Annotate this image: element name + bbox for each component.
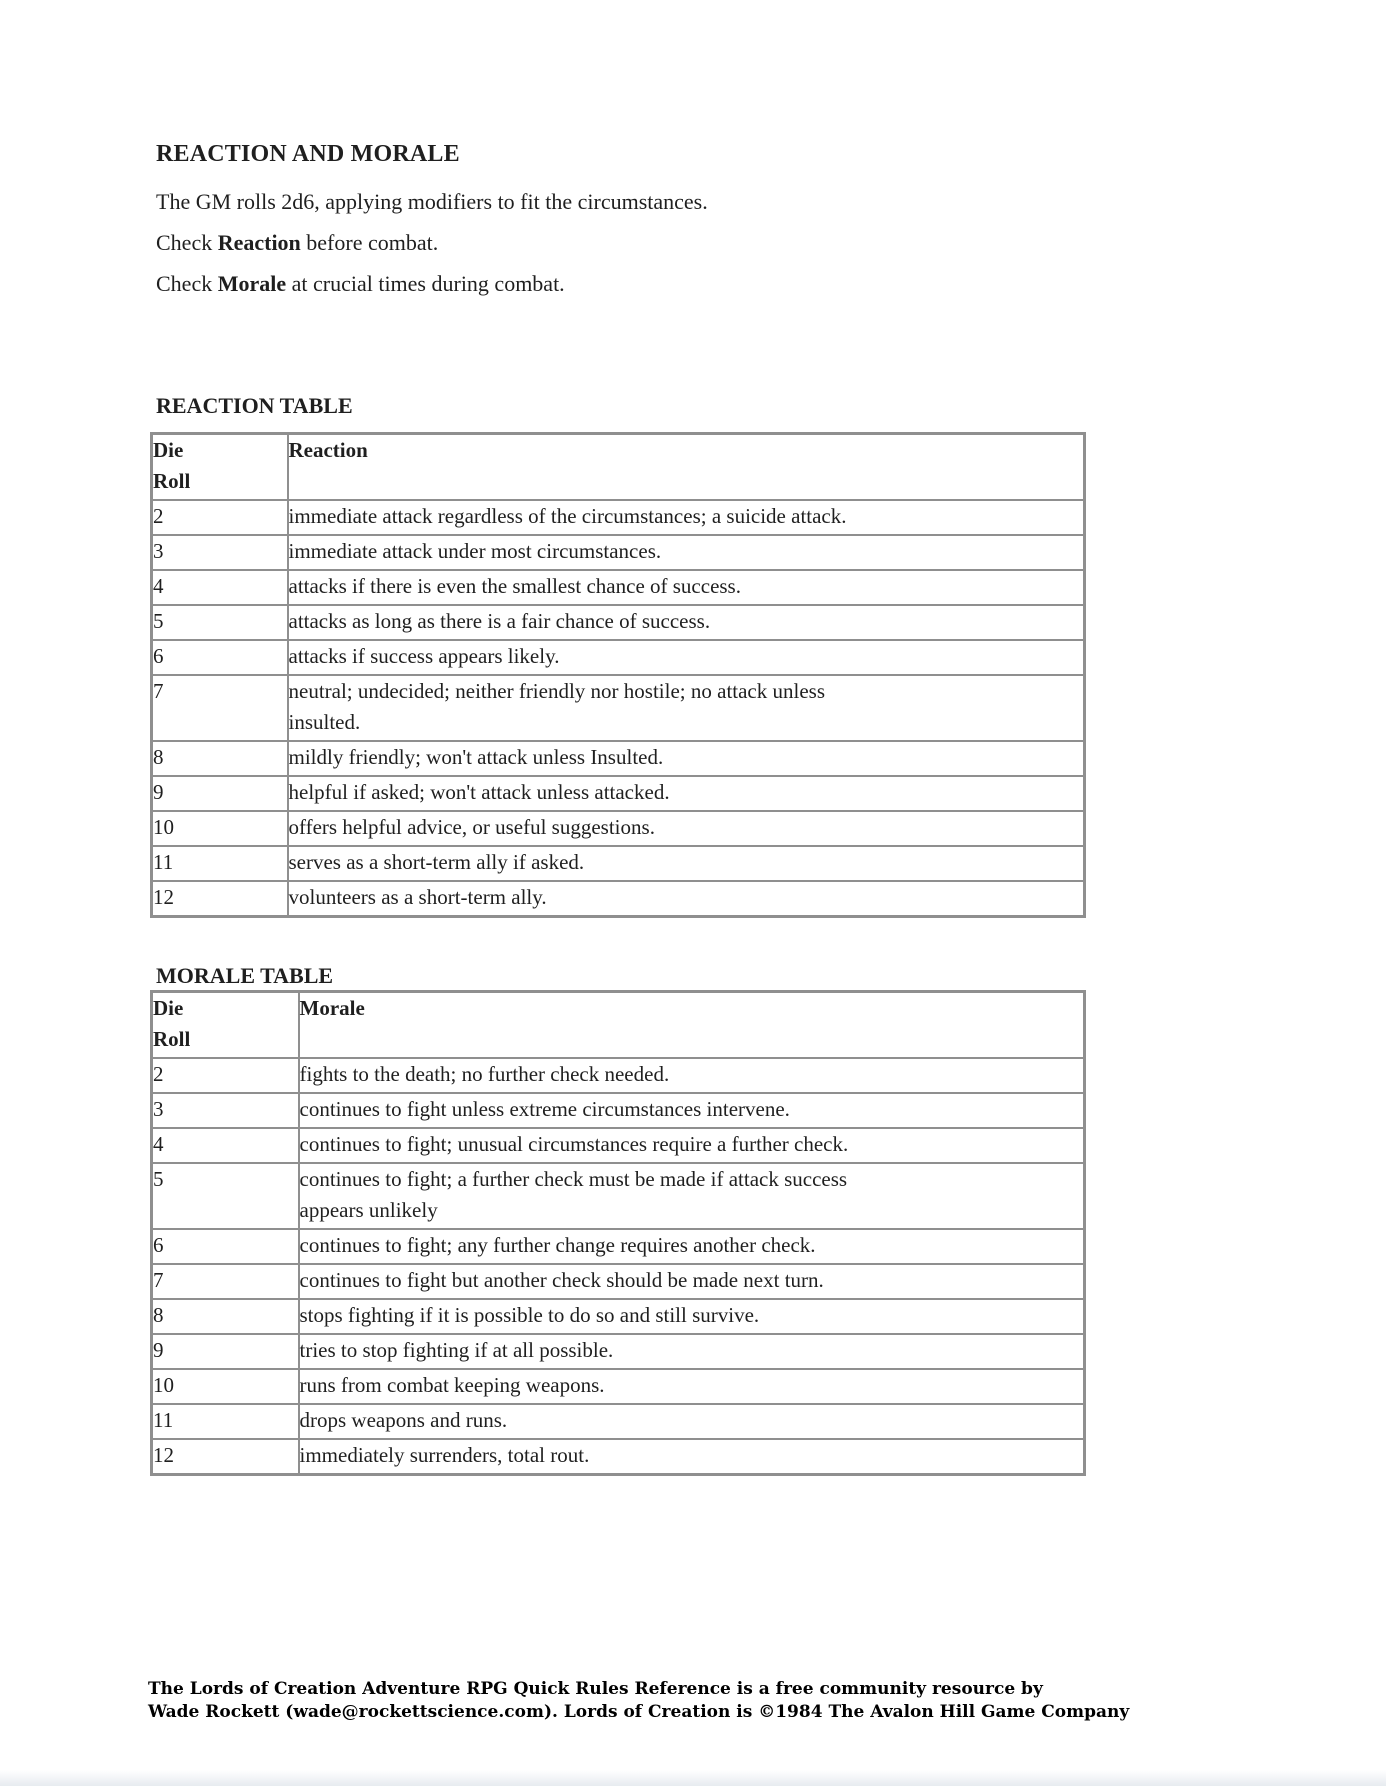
table-row	[152, 675, 1085, 741]
reaction-header: Reaction	[288, 434, 1085, 501]
desc-line: attacks as long as there is a fair chance of success.	[288, 609, 711, 633]
die-roll-cell: 12	[152, 881, 288, 917]
table-row	[152, 1229, 1085, 1264]
table-row	[152, 1058, 1085, 1093]
desc-line: serves as a short-term ally if asked.	[288, 850, 585, 874]
table-row	[152, 1264, 1085, 1299]
die-roll-cell: 12	[152, 1439, 299, 1475]
table-row	[152, 741, 1085, 776]
desc-line: insulted.	[288, 710, 361, 734]
intro-paragraph	[156, 272, 1386, 296]
table-row	[152, 640, 1085, 675]
table-header-row	[152, 992, 1085, 1059]
table-row	[152, 1404, 1085, 1439]
die-roll-cell: 3	[152, 535, 288, 570]
table-row	[152, 605, 1085, 640]
table-row	[152, 570, 1085, 605]
morale-header: Morale	[299, 992, 1085, 1059]
table-row	[152, 1439, 1085, 1475]
desc-line: drops weapons and runs.	[299, 1408, 508, 1432]
footer-line: The Lords of Creation Adventure RPG Quick Rules Reference is a free community resource by	[148, 1679, 1043, 1699]
die-roll-cell: 2	[152, 500, 288, 535]
reaction-table-heading: REACTION TABLE	[156, 393, 353, 418]
desc-line: helpful if asked; won't attack unless attacked.	[288, 780, 670, 804]
die-roll-cell: 5	[152, 605, 288, 640]
intro-text: Check	[156, 230, 218, 255]
morale-table-heading: MORALE TABLE	[156, 963, 334, 988]
intro-bold-term: Morale	[217, 271, 287, 296]
reaction-cell	[288, 535, 1085, 570]
intro-bold-term: Reaction	[217, 230, 301, 255]
die-roll-cell: 7	[152, 675, 288, 741]
morale-cell	[299, 1058, 1085, 1093]
desc-line: appears unlikely	[299, 1198, 438, 1222]
morale-cell	[299, 1369, 1085, 1404]
die-roll-cell: 4	[152, 570, 288, 605]
table-row	[152, 1334, 1085, 1369]
die-roll-cell: 9	[152, 1334, 299, 1369]
desc-line: neutral; undecided; neither friendly nor hostile; no attack unless	[288, 679, 826, 703]
desc-line: fights to the death; no further check needed.	[299, 1062, 670, 1086]
desc-line: immediate attack under most circumstances.	[288, 539, 662, 563]
reaction-cell	[288, 570, 1085, 605]
die-roll-cell: 9	[152, 776, 288, 811]
morale-cell	[299, 1299, 1085, 1334]
morale-cell	[299, 1128, 1085, 1163]
table-row	[152, 846, 1085, 881]
intro-text: before combat.	[300, 230, 439, 255]
table-row	[152, 776, 1085, 811]
reaction-cell	[288, 675, 1085, 741]
morale-cell	[299, 1163, 1085, 1229]
table-row	[152, 1093, 1085, 1128]
die-roll-header	[152, 434, 288, 501]
intro-text: at crucial times during combat.	[286, 271, 565, 296]
page-title: REACTION AND MORALE	[156, 141, 460, 167]
desc-line: volunteers as a short-term ally.	[288, 885, 547, 909]
morale-cell	[299, 1264, 1085, 1299]
desc-line: immediate attack regardless of the circumstances; a suicide attack.	[288, 504, 847, 528]
die-roll-cell: 11	[152, 846, 288, 881]
die-roll-cell: 3	[152, 1093, 299, 1128]
intro-paragraph	[156, 231, 1386, 255]
footer	[148, 1678, 1129, 1724]
reaction-cell	[288, 500, 1085, 535]
desc-line: stops fighting if it is possible to do so and still survive.	[299, 1303, 760, 1327]
intro-text: Check	[156, 271, 218, 296]
intro-paragraph	[156, 190, 1386, 214]
table-row	[152, 535, 1085, 570]
reaction-cell	[288, 605, 1085, 640]
table-row	[152, 811, 1085, 846]
morale-cell	[299, 1439, 1085, 1475]
table-row	[152, 1369, 1085, 1404]
table-row	[152, 1128, 1085, 1163]
die-roll-cell: 11	[152, 1404, 299, 1439]
desc-line: offers helpful advice, or useful suggestions.	[288, 815, 655, 839]
die-roll-cell: 4	[152, 1128, 299, 1163]
reaction-cell	[288, 640, 1085, 675]
die-roll-header-label: Die Roll	[153, 996, 191, 1051]
desc-line: runs from combat keeping weapons.	[299, 1373, 605, 1397]
morale-cell	[299, 1334, 1085, 1369]
morale-table	[150, 990, 1086, 1476]
page-bottom-edge	[0, 1770, 1386, 1786]
footer-line: Wade Rockett (wade@rockettscience.com). Lords of Creation is ©1984 The Avalon Hill Game Company	[148, 1702, 1130, 1722]
table-row	[152, 500, 1085, 535]
table-row	[152, 1299, 1085, 1334]
desc-line: continues to fight unless extreme circumstances intervene.	[299, 1097, 790, 1121]
desc-line: mildly friendly; won't attack unless Insulted.	[288, 745, 664, 769]
die-roll-cell: 2	[152, 1058, 299, 1093]
reaction-table	[150, 432, 1086, 918]
desc-line: immediately surrenders, total rout.	[299, 1443, 590, 1467]
desc-line: continues to fight; any further change requires another check.	[299, 1233, 816, 1257]
reaction-cell	[288, 776, 1085, 811]
table-header-row	[152, 434, 1085, 501]
die-roll-cell: 8	[152, 741, 288, 776]
die-roll-cell: 6	[152, 640, 288, 675]
desc-line: continues to fight; unusual circumstances require a further check.	[299, 1132, 849, 1156]
intro-text: The GM rolls 2d6, applying modifiers to fit the circumstances.	[156, 189, 708, 214]
desc-line: continues to fight; a further check must be made if attack success	[299, 1167, 848, 1191]
die-roll-cell: 5	[152, 1163, 299, 1229]
morale-cell	[299, 1404, 1085, 1439]
die-roll-cell: 10	[152, 1369, 299, 1404]
die-roll-cell: 10	[152, 811, 288, 846]
desc-line: attacks if there is even the smallest chance of success.	[288, 574, 741, 598]
die-roll-header	[152, 992, 299, 1059]
table-row	[152, 881, 1085, 917]
morale-cell	[299, 1093, 1085, 1128]
desc-line: tries to stop fighting if at all possible.	[299, 1338, 614, 1362]
reaction-cell	[288, 881, 1085, 917]
reaction-cell	[288, 846, 1085, 881]
table-row	[152, 1163, 1085, 1229]
reaction-cell	[288, 741, 1085, 776]
die-roll-header-label: Die Roll	[153, 438, 191, 493]
die-roll-cell: 8	[152, 1299, 299, 1334]
desc-line: attacks if success appears likely.	[288, 644, 560, 668]
desc-line: continues to fight but another check should be made next turn.	[299, 1268, 824, 1292]
die-roll-cell: 7	[152, 1264, 299, 1299]
morale-cell	[299, 1229, 1085, 1264]
die-roll-cell: 6	[152, 1229, 299, 1264]
reaction-cell	[288, 811, 1085, 846]
